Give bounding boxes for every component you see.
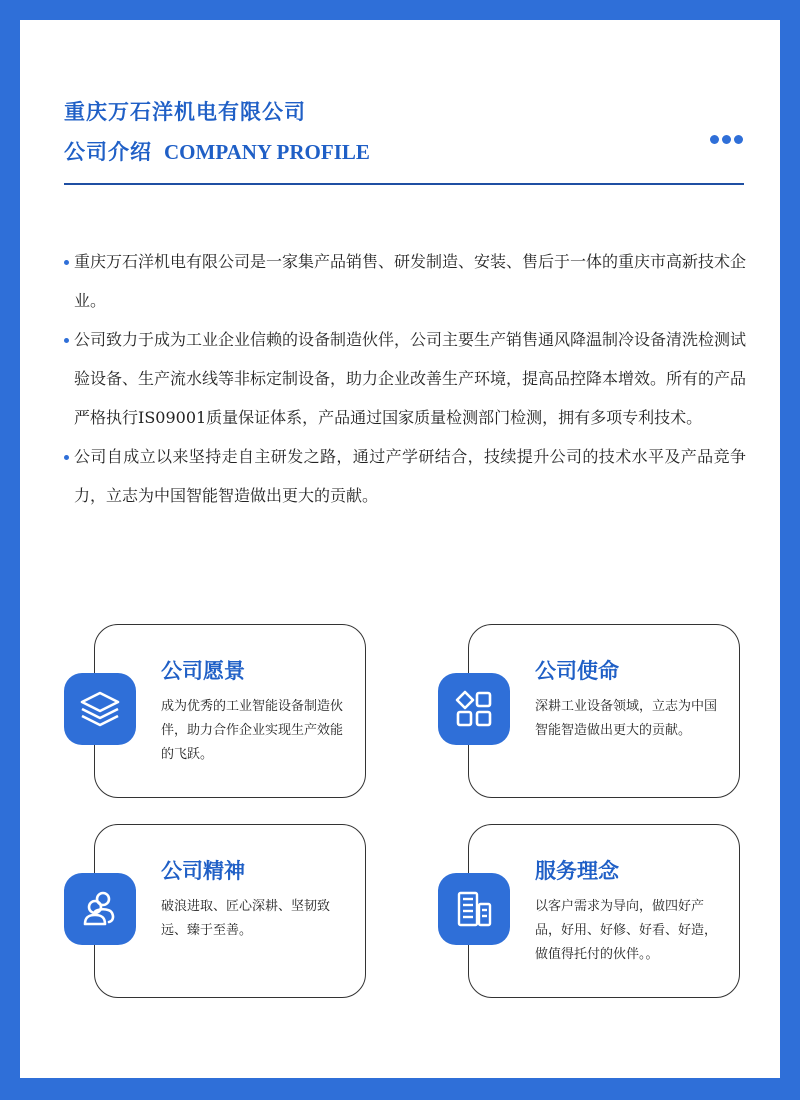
header-divider <box>64 183 744 185</box>
card-text: 以客户需求为导向，做四好产品，好用、好修、好看、好造，做值得托付的伙伴。。 <box>535 899 718 962</box>
card-text: 成为优秀的工业智能设备制造伙伴，助力合作企业实现生产效能的飞跃。 <box>161 699 344 762</box>
layers-icon <box>64 673 136 745</box>
card-text: 深耕工业设备领域，立志为中国智能智造做出更大的贡献。 <box>535 699 718 738</box>
section-title-cn: 公司介绍 <box>64 140 152 164</box>
section-title <box>64 136 370 166</box>
intro-paragraph: 公司自成立以来坚持走自主研发之路，通过产学研结合，技续提升公司的技术水平及产品竞争力，立志为中国智能智造做出更大的贡献。 <box>64 437 746 515</box>
apps-grid-icon <box>438 673 510 745</box>
card-title: 公司愿景 <box>161 659 245 683</box>
buildings-icon <box>438 873 510 945</box>
card-text: 破浪进取、匠心深耕、坚韧致远、臻于至善。 <box>161 899 331 938</box>
card-title: 公司使命 <box>535 659 619 683</box>
intro-paragraph: 公司致力于成为工业企业信赖的设备制造伙伴，公司主要生产销售通风降温制冷设备清洗检测试验设备、生产流水线等非标定制设备，助力企业改善生产环境，提高品控降本增效。所有的产品严格执行IS09001质量保证体系，产品通过国家质量检测部门检测，拥有多项专利技术。 <box>64 320 746 437</box>
intro-paragraph: 重庆万石洋机电有限公司是一家集产品销售、研发制造、安装、售后于一体的重庆市高新技术企业。 <box>64 242 746 320</box>
card-title: 公司精神 <box>161 859 245 883</box>
page <box>20 20 780 1078</box>
decorative-dots-icon <box>710 135 743 144</box>
card-title: 服务理念 <box>535 859 619 883</box>
users-icon <box>64 873 136 945</box>
section-title-en: COMPANY PROFILE <box>164 140 370 164</box>
company-name: 重庆万石洋机电有限公司 <box>64 100 306 124</box>
intro-paragraphs <box>64 242 746 515</box>
